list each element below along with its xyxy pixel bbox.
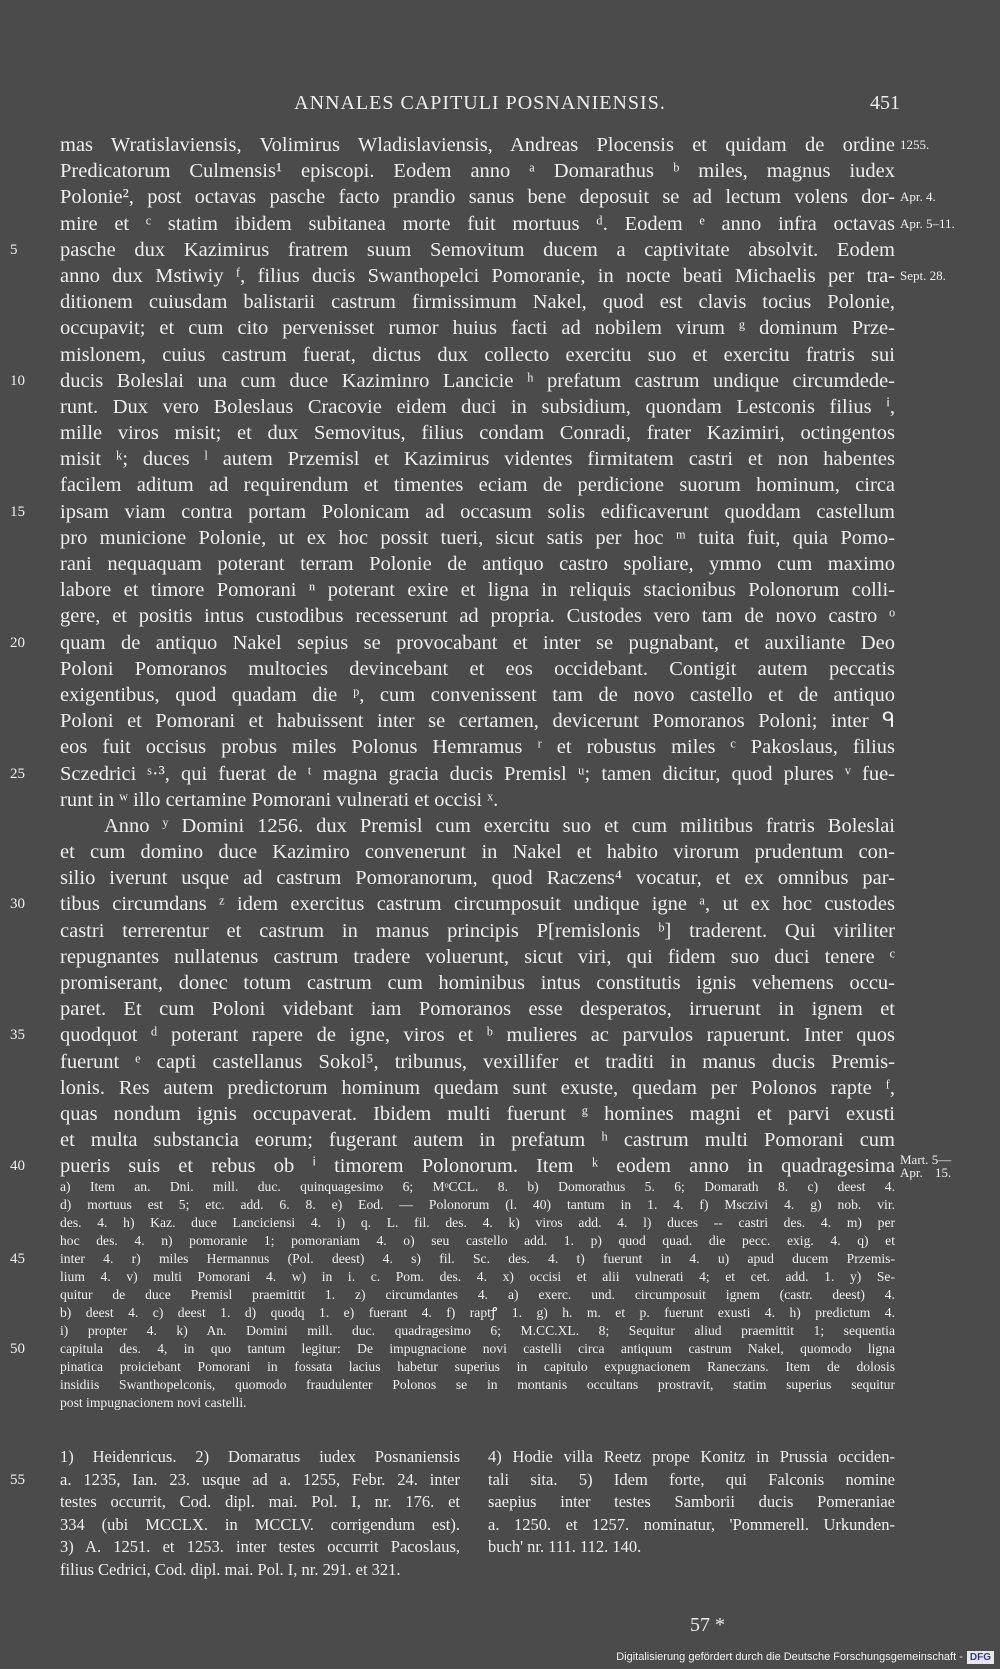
text-line [60, 289, 895, 315]
line-text: quam de antiquo Nakel sepius se provocabant et inter se pugnabant, et auxiliante Deo [60, 631, 895, 654]
line-text: quitur de duce Premisl praemittit 1. z) circumdantes 4. a) exerc. und. circumposuit ignem (castr. deest) 4. [60, 1287, 895, 1302]
line-text: pinatica proiciebant Pomorani in fossata lacius habetur superius in capitulo expugnacionem Raneczans. Item de dolosis [60, 1359, 895, 1374]
line-text: labore et timore Pomorani ⁿ poterant exire et ligna in reliquis stacionibus Polonorum colli- [60, 579, 895, 602]
text-line [60, 420, 895, 446]
footnote-line [488, 1491, 895, 1514]
footnote-line [60, 1514, 460, 1537]
line-text: a) Item an. Dni. mill. duc. quinquagesimo 6; MᵒCCL. 8. b) Domorathus 5. 6; Domarath 8. c) deest 4. [60, 1179, 895, 1194]
text-line [60, 944, 895, 970]
line-text: hoc des. 4. n) pomoranie 1; pomoraniam 4. o) seu castello add. 1. p) quod quad. die pecc. exig. 4. q) et [60, 1233, 895, 1248]
page-number: 451 [870, 92, 900, 114]
line-text: quas nondum ignis occupaverat. Ibidem multi fuerunt ᵍ homines magni et parvi exusti [60, 1102, 895, 1125]
text-line [60, 263, 946, 289]
line-text: ditionem cuiusdam balistarii castrum firmissimum Nakel, quod est clavis tocius Polonie, [60, 291, 895, 314]
text-line [60, 132, 930, 158]
line-text: i) propter 4. k) An. Domini mill. duc. quadragesimo 6; M.CC.XL. 8; Sequitur aliud praemittit 1; sequentia [60, 1323, 895, 1338]
line-text: 1) Heidenricus. 2) Domaratus iudex Posnaniensis [60, 1447, 460, 1466]
footnotes-left-column [10, 1446, 460, 1581]
line-text: runt in ʷ illo certamine Pomorani vulnerati et occisi ˣ. [60, 788, 499, 811]
line-number: 25 [10, 765, 25, 782]
line-text: des. 4. h) Kaz. duce Lanciciensi 4. i) q. L. fil. des. 4. k) viros add. 4. l) duces -- castri des. 4. m) per [60, 1215, 895, 1230]
line-text: mas Wratislaviensis, Volimirus Wladislaviensis, Andreas Plocensis et quidam de ordine [60, 134, 895, 156]
text-line [60, 970, 895, 996]
line-text: 334 (ubi MCCLX. in MCCLV. corrigendum est). [60, 1514, 460, 1534]
line-text: inter 4. r) miles Hermannus (Pol. deest) 4. s) fil. Sc. des. 4. t) fuerunt in 4. u) apud ducem Przemis- [60, 1251, 895, 1266]
line-text: mislonem, cuius castrum fuerat, dictus dux collecto exercitu suo et exercitu fratris sui [60, 343, 895, 366]
text-line [60, 472, 895, 498]
line-text: facilem aditum ad requirendum et timentes eciam de perdicione suorum hominum, circa [60, 474, 895, 497]
text-line [60, 603, 895, 629]
line-text: pro municione Polonie, ut ex hoc possit tueri, sicut satis per hoc ᵐ tuita fuit, quia Pomo- [60, 526, 895, 549]
line-number: 45 [10, 1251, 25, 1267]
line-text: misit ᵏ; duces ˡ autem Przemisl et Kazimirus videntes firmitatem castri et non habentes [60, 448, 895, 471]
line-text: tibus circumdans ᶻ idem exercitus castrum circumposuit undique igne ᵃ, ut ex hoc custodes [60, 893, 895, 916]
line-text: occupavit; et cum cito pervenisset rumor huius facti ad nobilem virum ᵍ dominum Prze- [60, 317, 895, 340]
apparatus-line [60, 1178, 895, 1196]
line-text: filius Cedrici, Cod. dipl. mai. Pol. I, nr. 291. et 321. [60, 1559, 401, 1579]
line-text: et multa substancia eorum; fugerant autem in prefatum ʰ castrum multi Pomorani cum [60, 1129, 895, 1152]
apparatus-line [60, 1358, 895, 1376]
line-text: runt. Dux vero Boleslaus Cracovie eidem duci in subsidium, quondam Lestconis filius ⁱ, [60, 395, 895, 418]
margin-date: Mart. 5— Apr. 15. [900, 1152, 952, 1181]
line-text: repugnantes nullatenus castrum tradere voluerunt, sicut viri, qui fidem suo duci tenere ᶜ [60, 945, 895, 968]
line-text: mille viros misit; et dux Semovitus, filius condam Conradi, frater Kazimiri, octingentos [60, 422, 895, 445]
text-line [60, 839, 895, 865]
line-text: a. 1235, Ian. 23. usque ad a. 1255, Febr. 24. inter [60, 1469, 460, 1489]
apparatus-line [10, 1340, 895, 1358]
footnote-line [60, 1491, 460, 1514]
line-text: tali sita. 5) Idem forte, qui Falconis nomine [488, 1469, 895, 1489]
text-line [60, 865, 895, 891]
main-text [10, 132, 955, 1181]
text-line [60, 446, 895, 472]
line-number: 50 [10, 1341, 25, 1357]
text-line [10, 891, 895, 917]
dfg-logo: DFG [967, 1651, 994, 1664]
line-text: mire et ᶜ statim ibidem subitanea morte fuit mortuus ᵈ. Eodem ᵉ anno infra octavas [60, 212, 895, 235]
line-text: 4) Hodie villa Reetz prope Konitz in Prussia occiden- [488, 1447, 895, 1466]
text-line [60, 577, 895, 603]
footnote-line [488, 1446, 895, 1469]
line-text: paret. Et cum Poloni videbant iam Pomoranos esse desperatos, irruerunt in ignem et [60, 998, 895, 1021]
line-text: eos fuit occisus probus miles Polonus Hemramus ʳ et robustus miles ᶜ Pakoslaus, filius [60, 736, 895, 759]
text-line [60, 211, 955, 237]
line-text: fuerunt ᵉ capti castellanus Sokol⁵, tribunus, vexillifer et traditi in manus ducis Premis- [60, 1050, 895, 1073]
line-text: castri terrerentur et castrum in manus principis P[remislonis ᵇ] traderent. Qui viriliter [60, 919, 895, 942]
line-text: promiserant, donec totum castrum cum hominibus intus constitutis ignis vehemens occu- [60, 972, 895, 994]
line-number: 5 [10, 241, 18, 258]
apparatus-line [10, 1250, 895, 1268]
text-line [60, 342, 895, 368]
line-text: rani nequaquam poterant terram Polonie de antiquo castro spoliare, ymmo cum maximo [60, 553, 895, 575]
text-line [60, 158, 895, 184]
margin-date: Apr. 4. [900, 189, 936, 205]
text-line [60, 394, 895, 420]
running-title: ANNALES CAPITULI POSNANIENSIS. [294, 92, 666, 114]
footnote-line [60, 1536, 460, 1559]
critical-apparatus [10, 1178, 895, 1412]
text-line [60, 813, 895, 839]
line-text: ipsam viam contra portam Polonicam ad occasum solis edificaverunt quoddam castellum [60, 500, 895, 523]
footnote-line [488, 1536, 895, 1559]
text-line [60, 734, 895, 760]
text-line [10, 368, 895, 394]
text-line [60, 682, 895, 708]
line-number: 55 [10, 1471, 25, 1488]
apparatus-line [60, 1304, 895, 1322]
apparatus-line [60, 1376, 895, 1394]
footnote-line [60, 1559, 460, 1582]
apparatus-line [60, 1196, 895, 1214]
line-text: capitula des. 4, in quo tantum legitur: De impugnacione novi castelli circa antiquum castrum Nakel, quomodo ligna [60, 1341, 895, 1356]
apparatus-line [60, 1286, 895, 1304]
line-text: pueris suis et rebus ob ⁱ timorem Polonorum. Item ᵏ eodem anno in quadragesima [60, 1155, 895, 1178]
line-text: Polonie², post octavas pasche facto prandio sanus bene deposuit se ad lectum volens dor- [60, 186, 895, 209]
text-line [60, 1101, 895, 1127]
line-text: quodquot ᵈ poterant rapere de igne, viros et ᵇ mulieres ac parvulos rapuerunt. Inter quos [60, 1024, 895, 1047]
apparatus-line [60, 1232, 895, 1250]
text-line [10, 499, 895, 525]
signature-mark: 57 * [690, 1614, 725, 1636]
text-line [10, 1152, 952, 1181]
text-line [60, 787, 895, 813]
line-text: silio iverunt usque ad castrum Pomoranorum, quod Raczens⁴ vocatur, et ex omnibus par- [60, 867, 895, 890]
text-line [60, 656, 895, 682]
line-text: d) mortuus est 5; etc. add. 6. 8. e) Eod. — Polonorum (l. 40) tantum in 1. 4. f) Msczivi 4. g) nob. vir. [60, 1197, 895, 1212]
line-text: b) deest 4. c) deest 1. d) quodq 1. e) fuerant 4. f) raptꝭ 1. g) h. m. et p. fuerunt exusti 4. h) predictum 4. [60, 1305, 895, 1320]
line-text: Poloni Pomoranos multocies devincebant et eos occidebant. Contigit autem peccatis [60, 657, 895, 680]
text-line [60, 1049, 895, 1075]
page-header [60, 92, 900, 122]
margin-date: 1255. [900, 137, 930, 152]
footer-text: Digitalisierung gefördert durch die Deutsche Forschungsgemeinschaft - [616, 1651, 963, 1663]
text-line [60, 1075, 895, 1101]
line-number: 35 [10, 1027, 25, 1044]
margin-date: Apr. 5–11. [900, 215, 955, 231]
line-number: 30 [10, 896, 25, 913]
footnote-line [10, 1469, 460, 1492]
line-text: gere, et positis intus custodibus recesserunt ad propria. Custodes vero tam de novo castro ᵒ [60, 605, 895, 628]
text-line [60, 918, 895, 944]
text-line [10, 761, 895, 787]
text-line [60, 184, 936, 210]
line-text: Sczedrici ˢ·³, qui fuerat de ᵗ magna gracia ducis Premisl ᵘ; tamen dicitur, quod plures ᵛ fue- [60, 762, 895, 785]
footnote-line [60, 1446, 460, 1469]
text-line [60, 525, 895, 551]
line-text: a. 1250. et 1257. nominatur, 'Pommerell. Urkunden- [488, 1514, 895, 1534]
line-text: Predicatorum Culmensis¹ episcopi. Eodem anno ᵃ Domarathus ᵇ miles, magnus iudex [60, 160, 895, 183]
line-number: 40 [10, 1158, 25, 1175]
apparatus-line [60, 1322, 895, 1340]
text-line [60, 1127, 895, 1153]
text-line [60, 315, 895, 341]
line-text: anno dux Mstiwiy ᶠ, filius ducis Swanthopelci Pomoranie, in nocte beati Michaelis per tra- [60, 264, 895, 287]
line-text: lonis. Res autem predictorum hominum quedam sunt exuste, quedam per Polonos rapte ᶠ, [60, 1076, 895, 1099]
apparatus-line [60, 1268, 895, 1286]
footnote-line [488, 1514, 895, 1537]
line-text: pasche dux Kazimirus fratrem suum Semovitum ducem a captivitate absolvit. Eodem [60, 238, 895, 261]
footnotes-right-column [488, 1446, 895, 1559]
apparatus-line [60, 1394, 895, 1412]
text-line [10, 1022, 895, 1048]
apparatus-line [60, 1214, 895, 1232]
text-line [10, 237, 895, 263]
text-line [60, 708, 895, 734]
text-line [60, 996, 895, 1022]
line-text: exigentibus, quod quadam die ᵖ, cum convenissent tam de novo castello et de antiquo [60, 683, 895, 706]
line-text: Poloni et Pomorani et habuissent inter se certamen, devicerunt Pomoranos Poloni; inter ᑫ [60, 710, 895, 733]
line-text: post impugnacionem novi castelli. [60, 1395, 247, 1410]
line-text: ducis Boleslai una cum duce Kaziminro Lancicie ʰ prefatum castrum undique circumdede- [60, 369, 895, 392]
line-text: insidiis Swanthopelconis, quomodo fraudulenter Polonos se in montanis occultans prostravit, statim superius sequitur [60, 1377, 895, 1392]
line-text: testes occurrit, Cod. dipl. mai. Pol. I, nr. 176. et [60, 1492, 460, 1511]
margin-date: Sept. 28. [900, 267, 946, 283]
line-text: 3) A. 1251. et 1253. inter testes occurrit Pacoslaus, [60, 1537, 460, 1556]
line-text: lium 4. v) multi Pomorani 4. w) in i. c. Pom. des. 4. x) occisi et alii vulnerati 4; et cet. add. 1. y) Se- [60, 1269, 895, 1284]
text-line [60, 551, 895, 577]
line-text: saepius inter testes Samborii ducis Pomeraniae [488, 1492, 895, 1511]
footnote-line [488, 1469, 895, 1492]
line-number: 10 [10, 372, 25, 389]
footer [616, 1649, 994, 1665]
line-text: et cum domino duce Kazimiro convenerunt in Nakel et habito virorum prudentum con- [60, 841, 895, 864]
line-number: 15 [10, 503, 25, 520]
line-text: buch' nr. 111. 112. 140. [488, 1537, 642, 1556]
line-text: Anno ʸ Domini 1256. dux Premisl cum exercitu suo et cum militibus fratris Boleslai [104, 814, 895, 837]
line-number: 20 [10, 634, 25, 651]
text-line [10, 630, 895, 656]
